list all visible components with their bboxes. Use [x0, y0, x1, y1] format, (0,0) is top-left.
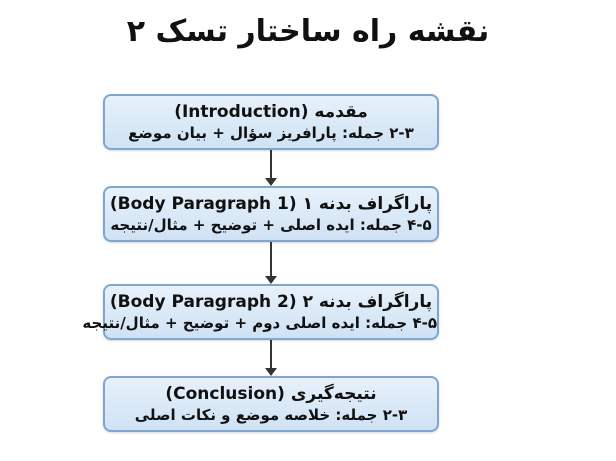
- step-box-body-paragraph-1: [103, 186, 439, 242]
- step-heading: مقدمه (Introduction): [174, 102, 368, 122]
- step-box-conclusion: [103, 376, 439, 432]
- down-arrow-icon: [269, 242, 273, 284]
- step-heading: نتیجه‌گیری (Conclusion): [165, 384, 377, 404]
- down-arrow-icon: [269, 340, 273, 376]
- step-detail: ۴-۵ جمله: ایده اصلی + توضیح + مثال/نتیجه: [110, 216, 432, 234]
- page-title: نقشه راه ساختار تسک ۲: [126, 14, 490, 49]
- step-detail: ۴-۵ جمله: ایده اصلی دوم + توضیح + مثال/نتیجه: [82, 314, 437, 332]
- step-detail: ۲-۳ جمله: پارافریز سؤال + بیان موضع: [128, 124, 414, 142]
- step-box-body-paragraph-2: [82, 284, 439, 340]
- step-heading: پاراگراف بدنه ۱ (Body Paragraph 1): [109, 194, 433, 214]
- down-arrow-icon: [269, 150, 273, 186]
- step-box-introduction: [103, 94, 439, 150]
- step-detail: ۲-۳ جمله: خلاصه موضع و نکات اصلی: [134, 406, 408, 424]
- step-heading: پاراگراف بدنه ۲ (Body Paragraph 2): [109, 292, 433, 312]
